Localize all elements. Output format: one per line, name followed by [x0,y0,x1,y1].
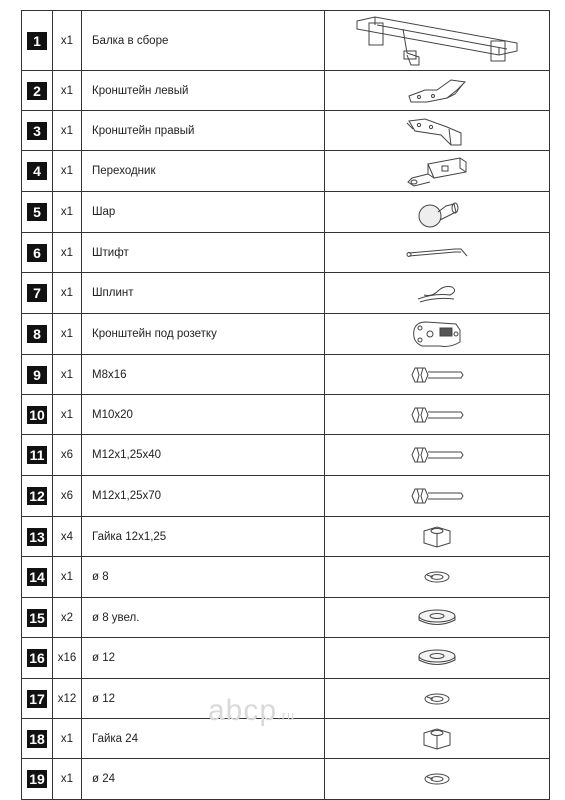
part-quantity: x1 [53,273,82,314]
bolt-icon [325,485,549,507]
part-quantity: x16 [53,638,82,679]
part-quantity: x1 [53,314,82,355]
part-row [22,233,550,273]
part-image-cell [325,679,550,719]
part-quantity: x1 [53,111,82,151]
part-name: Балка в сборе [82,11,325,71]
flat-washer-icon [325,647,549,669]
part-number-badge: 8 [27,325,47,343]
part-name: ø 8 [82,557,325,598]
cotter-pin-icon [325,281,549,305]
part-quantity: x1 [53,719,82,759]
part-name: Кронштейн под розетку [82,314,325,355]
part-number-badge: 3 [27,122,47,140]
part-image-cell [325,273,550,314]
part-image-cell [325,435,550,476]
part-row [22,192,550,233]
part-row [22,111,550,151]
part-number-badge: 7 [27,284,47,302]
part-image-cell [325,638,550,679]
part-quantity: x4 [53,517,82,557]
part-number-cell [22,151,53,192]
flat-washer-icon [325,607,549,629]
left-bracket-icon [325,76,549,106]
part-number-badge: 10 [27,406,47,424]
bolt-icon [325,444,549,466]
part-number-cell [22,517,53,557]
adapter-icon [325,154,549,188]
part-name: Шплинт [82,273,325,314]
part-quantity: x1 [53,233,82,273]
part-row [22,11,550,71]
part-number-badge: 14 [27,568,47,586]
part-image-cell [325,11,550,71]
part-name: ø 12 [82,638,325,679]
part-quantity: x1 [53,759,82,800]
part-row [22,395,550,435]
part-name: Переходник [82,151,325,192]
part-number-badge: 19 [27,770,47,788]
pin-icon [325,244,549,262]
part-number-cell [22,679,53,719]
socket-bracket-icon [325,318,549,350]
part-number-badge: 15 [27,609,47,627]
part-name: M12x1,25x40 [82,435,325,476]
part-image-cell [325,719,550,759]
part-name: M8x16 [82,355,325,395]
part-number-cell [22,638,53,679]
part-number-badge: 17 [27,690,47,708]
part-number-cell [22,11,53,71]
part-number-badge: 4 [27,162,47,180]
part-name: M12x1,25x70 [82,476,325,517]
part-image-cell [325,395,550,435]
part-number-badge: 1 [27,32,47,50]
part-quantity: x1 [53,71,82,111]
part-row [22,517,550,557]
part-quantity: x12 [53,679,82,719]
part-image-cell [325,557,550,598]
part-number-cell [22,192,53,233]
part-quantity: x1 [53,192,82,233]
part-row [22,435,550,476]
part-row [22,759,550,800]
part-number-badge: 11 [27,446,47,464]
part-number-cell [22,314,53,355]
part-image-cell [325,759,550,800]
part-number-badge: 13 [27,528,47,546]
part-row [22,71,550,111]
part-number-cell [22,476,53,517]
part-image-cell [325,111,550,151]
part-number-badge: 18 [27,730,47,748]
nut-icon [325,725,549,753]
part-image-cell [325,71,550,111]
part-image-cell [325,233,550,273]
part-quantity: x1 [53,395,82,435]
nut-icon [325,523,549,551]
part-quantity: x2 [53,598,82,638]
part-image-cell [325,476,550,517]
part-name: Гайка 24 [82,719,325,759]
part-quantity: x1 [53,355,82,395]
part-name: ø 12 [82,679,325,719]
part-row [22,476,550,517]
watermark: abcp.ru [208,694,296,727]
part-name: Гайка 12x1,25 [82,517,325,557]
parts-table [21,10,550,800]
part-number-badge: 2 [27,82,47,100]
part-row [22,638,550,679]
part-number-cell [22,273,53,314]
part-name: Кронштейн левый [82,71,325,111]
part-number-cell [22,233,53,273]
tow-ball-icon [325,194,549,230]
part-row [22,355,550,395]
part-number-badge: 5 [27,203,47,221]
part-quantity: x6 [53,435,82,476]
part-number-cell [22,435,53,476]
part-number-cell [22,759,53,800]
part-number-cell [22,71,53,111]
part-image-cell [325,355,550,395]
part-quantity: x1 [53,151,82,192]
part-number-cell [22,395,53,435]
part-row [22,598,550,638]
spring-washer-icon [325,688,549,710]
part-name: Кронштейн правый [82,111,325,151]
part-name: ø 8 увел. [82,598,325,638]
part-number-badge: 12 [27,487,47,505]
spring-washer-icon [325,566,549,588]
part-name: Шар [82,192,325,233]
tow-bar-beam-icon [325,13,549,69]
part-image-cell [325,517,550,557]
spring-washer-icon [325,768,549,790]
part-image-cell [325,314,550,355]
bolt-icon [325,364,549,386]
part-quantity: x1 [53,557,82,598]
right-bracket-icon [325,115,549,147]
part-number-badge: 16 [27,649,47,667]
part-row [22,151,550,192]
part-row [22,273,550,314]
part-image-cell [325,151,550,192]
part-quantity: x1 [53,11,82,71]
part-number-cell [22,719,53,759]
part-image-cell [325,192,550,233]
part-row [22,314,550,355]
part-row [22,557,550,598]
part-name: Штифт [82,233,325,273]
part-quantity: x6 [53,476,82,517]
part-number-cell [22,557,53,598]
part-number-cell [22,355,53,395]
part-number-cell [22,598,53,638]
part-image-cell [325,598,550,638]
part-name: M10x20 [82,395,325,435]
part-name: ø 24 [82,759,325,800]
bolt-icon [325,404,549,426]
part-number-badge: 6 [27,244,47,262]
part-number-badge: 9 [27,366,47,384]
part-number-cell [22,111,53,151]
